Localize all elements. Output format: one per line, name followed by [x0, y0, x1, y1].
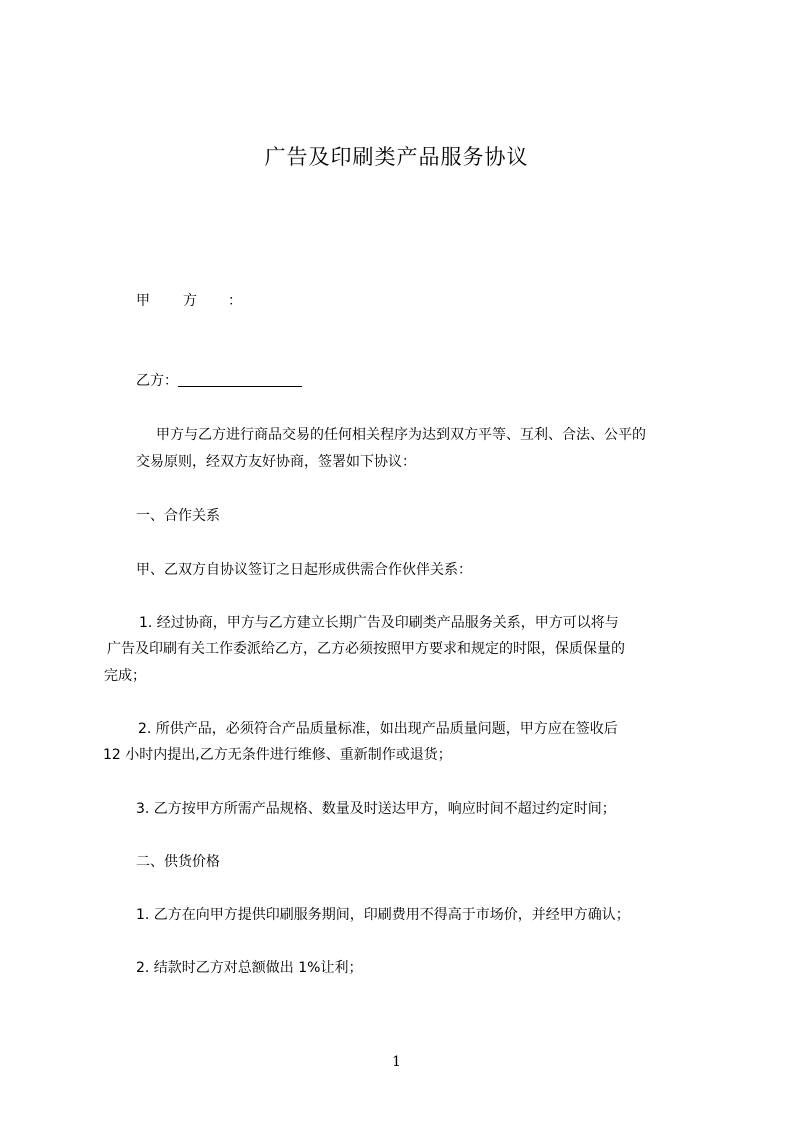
section2-item1: 1. 乙方在向甲方提供印刷服务期间，印刷费用不得高于市场价，并经甲方确认； [136, 907, 630, 923]
intro-line-2: 交易原则，经双方友好协商，签署如下协议： [136, 454, 416, 470]
intro-line-1: 甲方与乙方进行商品交易的任何相关程序为达到双方平等、互利、合法、公平的 [156, 427, 646, 443]
party-a-label-char1: 甲 [136, 293, 150, 309]
section1-heading: 一、合作关系 [136, 508, 220, 524]
party-a-label-char2: 方 [183, 293, 197, 309]
section1-item3: 3. 乙方按甲方所需产品规格、数量及时送达甲方，响应时间不超过约定时间； [136, 801, 616, 817]
page-title: 广告及印刷类产品服务协议 [264, 145, 529, 169]
party-b-blank [178, 372, 302, 387]
section2-heading: 二、供货价格 [136, 854, 220, 870]
party-b-label: 乙方： [136, 373, 178, 389]
section1-item1-line2: 广告及印刷有关工作委派给乙方，乙方必须按照甲方要求和规定的时限，保质保量的 [107, 641, 625, 657]
section1-item1-line3: 完成； [104, 668, 146, 684]
section2-item2: 2. 结款时乙方对总额做出 1%让利； [136, 960, 363, 976]
section1-item2-line1: 2. 所供产品，必须符合产品质量标准，如出现产品质量问题，甲方应在签收后 [138, 721, 618, 737]
party-a-line [136, 290, 701, 314]
section1-item1-line1: 1. 经过协商，甲方与乙方建立长期广告及印刷类产品服务关系，甲方可以将与 [139, 615, 619, 631]
section1-lead: 甲、乙双方自协议签订之日起形成供需合作伙伴关系： [136, 562, 472, 578]
party-a-colon: ： [228, 293, 242, 309]
party-a-blank: ＿ ＿ ＿ ＿ ＿ ＿ ＿ ＿ ＿ ＿ ＿ ＿ ＿ ＿ [260, 298, 638, 308]
section1-item2-line2: 12 小时内提出,乙方无条件进行维修、重新制作或退货； [103, 747, 452, 763]
party-b-line [136, 370, 302, 392]
page-number: 1 [392, 1054, 401, 1070]
